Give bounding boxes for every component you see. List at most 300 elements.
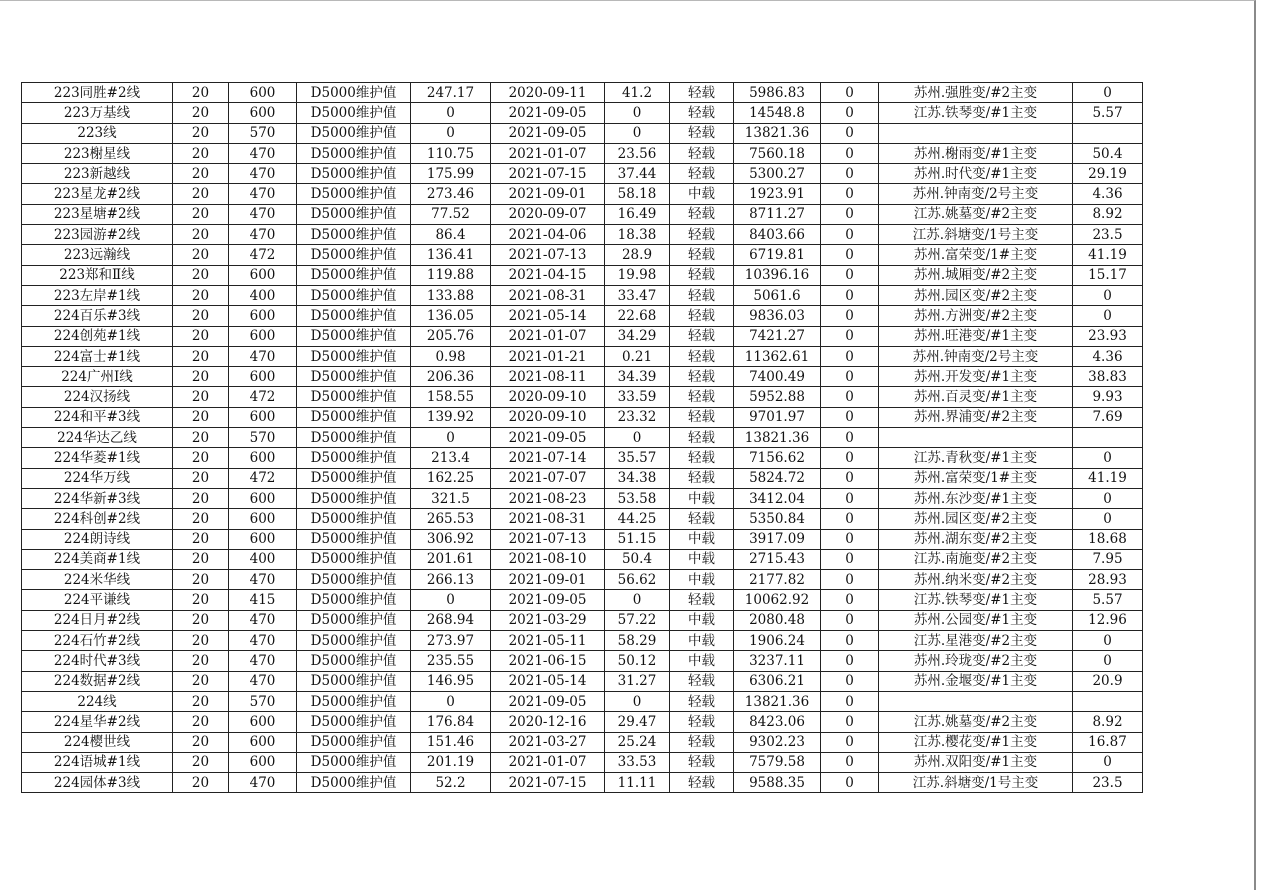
cell-transformer-load[interactable]: 0 xyxy=(1073,306,1143,326)
cell-rated-current[interactable]: 472 xyxy=(229,387,297,407)
cell-overload-count[interactable]: 0 xyxy=(821,671,879,691)
cell-data-source[interactable]: D5000维护值 xyxy=(297,448,411,468)
cell-current-value[interactable]: 0 xyxy=(411,103,491,123)
cell-margin[interactable]: 14548.8 xyxy=(734,103,821,123)
cell-date[interactable]: 2021-09-01 xyxy=(491,570,605,590)
cell-current-value[interactable]: 119.88 xyxy=(411,265,491,285)
cell-data-source[interactable]: D5000维护值 xyxy=(297,225,411,245)
cell-rated-current[interactable]: 400 xyxy=(229,285,297,305)
cell-margin[interactable]: 2177.82 xyxy=(734,570,821,590)
cell-rated-current[interactable]: 600 xyxy=(229,367,297,387)
cell-current-value[interactable]: 247.17 xyxy=(411,83,491,103)
cell-transformer[interactable]: 苏州.钟南变/2号主变 xyxy=(879,346,1073,366)
cell-load-status[interactable]: 轻载 xyxy=(670,387,734,407)
cell-rated-current[interactable]: 600 xyxy=(229,529,297,549)
cell-current-value[interactable]: 273.97 xyxy=(411,631,491,651)
cell-date[interactable]: 2021-01-07 xyxy=(491,752,605,772)
cell-rated-current[interactable]: 600 xyxy=(229,732,297,752)
cell-current-value[interactable]: 0 xyxy=(411,428,491,448)
cell-transformer-load[interactable]: 5.57 xyxy=(1073,590,1143,610)
cell-load-status[interactable]: 轻载 xyxy=(670,346,734,366)
cell-transformer-load[interactable] xyxy=(1073,123,1143,143)
cell-date[interactable]: 2021-07-14 xyxy=(491,448,605,468)
cell-current-value[interactable]: 139.92 xyxy=(411,407,491,427)
cell-load-status[interactable]: 轻载 xyxy=(670,468,734,488)
cell-load-status[interactable]: 轻载 xyxy=(670,103,734,123)
cell-overload-count[interactable]: 0 xyxy=(821,651,879,671)
cell-data-source[interactable]: D5000维护值 xyxy=(297,610,411,630)
cell-rated-current[interactable]: 472 xyxy=(229,468,297,488)
cell-rated-current[interactable]: 400 xyxy=(229,549,297,569)
cell-line-name[interactable]: 223左岸#1线 xyxy=(22,285,173,305)
cell-overload-count[interactable]: 0 xyxy=(821,367,879,387)
cell-current-value[interactable]: 0 xyxy=(411,691,491,711)
cell-load-status[interactable]: 轻载 xyxy=(670,306,734,326)
cell-line-name[interactable]: 223新越线 xyxy=(22,164,173,184)
cell-transformer-load[interactable]: 29.19 xyxy=(1073,164,1143,184)
cell-load-status[interactable]: 轻载 xyxy=(670,509,734,529)
cell-load-status[interactable]: 轻载 xyxy=(670,204,734,224)
cell-current-value[interactable]: 136.05 xyxy=(411,306,491,326)
cell-load-status[interactable]: 轻载 xyxy=(670,83,734,103)
cell-voltage[interactable]: 20 xyxy=(173,488,229,508)
cell-voltage[interactable]: 20 xyxy=(173,712,229,732)
cell-margin[interactable]: 13821.36 xyxy=(734,691,821,711)
cell-line-name[interactable]: 224米华线 xyxy=(22,570,173,590)
cell-transformer[interactable]: 苏州.湖东变/#2主变 xyxy=(879,529,1073,549)
cell-rated-current[interactable]: 470 xyxy=(229,225,297,245)
cell-data-source[interactable]: D5000维护值 xyxy=(297,549,411,569)
cell-data-source[interactable]: D5000维护值 xyxy=(297,773,411,793)
cell-load-status[interactable]: 轻载 xyxy=(670,691,734,711)
cell-data-source[interactable]: D5000维护值 xyxy=(297,143,411,163)
cell-load-rate[interactable]: 18.38 xyxy=(605,225,670,245)
cell-load-rate[interactable]: 23.32 xyxy=(605,407,670,427)
cell-margin[interactable]: 5061.6 xyxy=(734,285,821,305)
cell-data-source[interactable]: D5000维护值 xyxy=(297,691,411,711)
cell-transformer[interactable]: 苏州.富荣变/1#主变 xyxy=(879,245,1073,265)
cell-transformer-load[interactable]: 8.92 xyxy=(1073,204,1143,224)
cell-transformer-load[interactable] xyxy=(1073,691,1143,711)
cell-transformer[interactable]: 苏州.东沙变/#1主变 xyxy=(879,488,1073,508)
cell-load-rate[interactable]: 41.2 xyxy=(605,83,670,103)
cell-voltage[interactable]: 20 xyxy=(173,428,229,448)
cell-margin[interactable]: 8423.06 xyxy=(734,712,821,732)
cell-load-rate[interactable]: 35.57 xyxy=(605,448,670,468)
cell-transformer-load[interactable]: 0 xyxy=(1073,83,1143,103)
cell-transformer-load[interactable]: 7.69 xyxy=(1073,407,1143,427)
cell-load-rate[interactable]: 53.58 xyxy=(605,488,670,508)
cell-data-source[interactable]: D5000维护值 xyxy=(297,631,411,651)
cell-rated-current[interactable]: 600 xyxy=(229,509,297,529)
cell-data-source[interactable]: D5000维护值 xyxy=(297,387,411,407)
cell-margin[interactable]: 7156.62 xyxy=(734,448,821,468)
cell-rated-current[interactable]: 470 xyxy=(229,631,297,651)
cell-margin[interactable]: 7421.27 xyxy=(734,326,821,346)
cell-margin[interactable]: 9302.23 xyxy=(734,732,821,752)
cell-load-rate[interactable]: 0 xyxy=(605,590,670,610)
cell-load-rate[interactable]: 31.27 xyxy=(605,671,670,691)
cell-margin[interactable]: 10062.92 xyxy=(734,590,821,610)
cell-rated-current[interactable]: 470 xyxy=(229,184,297,204)
cell-date[interactable]: 2021-07-15 xyxy=(491,773,605,793)
cell-voltage[interactable]: 20 xyxy=(173,143,229,163)
cell-load-rate[interactable]: 34.29 xyxy=(605,326,670,346)
cell-rated-current[interactable]: 600 xyxy=(229,712,297,732)
cell-line-name[interactable]: 223星塘#2线 xyxy=(22,204,173,224)
cell-load-status[interactable]: 轻载 xyxy=(670,671,734,691)
cell-load-status[interactable]: 轻载 xyxy=(670,164,734,184)
cell-overload-count[interactable]: 0 xyxy=(821,184,879,204)
cell-rated-current[interactable]: 470 xyxy=(229,610,297,630)
cell-line-name[interactable]: 223郑和Ⅱ线 xyxy=(22,265,173,285)
cell-line-name[interactable]: 224园体#3线 xyxy=(22,773,173,793)
cell-load-status[interactable]: 轻载 xyxy=(670,752,734,772)
cell-line-name[interactable]: 223榭星线 xyxy=(22,143,173,163)
cell-margin[interactable]: 11362.61 xyxy=(734,346,821,366)
cell-line-name[interactable]: 224语城#1线 xyxy=(22,752,173,772)
cell-voltage[interactable]: 20 xyxy=(173,265,229,285)
cell-transformer-load[interactable]: 0 xyxy=(1073,651,1143,671)
cell-margin[interactable]: 7579.58 xyxy=(734,752,821,772)
cell-rated-current[interactable]: 600 xyxy=(229,83,297,103)
cell-current-value[interactable]: 201.61 xyxy=(411,549,491,569)
cell-date[interactable]: 2021-04-06 xyxy=(491,225,605,245)
cell-date[interactable]: 2021-03-27 xyxy=(491,732,605,752)
cell-load-rate[interactable]: 33.47 xyxy=(605,285,670,305)
cell-current-value[interactable]: 201.19 xyxy=(411,752,491,772)
cell-data-source[interactable]: D5000维护值 xyxy=(297,346,411,366)
cell-overload-count[interactable]: 0 xyxy=(821,346,879,366)
cell-rated-current[interactable]: 470 xyxy=(229,204,297,224)
cell-current-value[interactable]: 0.98 xyxy=(411,346,491,366)
cell-voltage[interactable]: 20 xyxy=(173,691,229,711)
cell-voltage[interactable]: 20 xyxy=(173,164,229,184)
cell-transformer-load[interactable]: 12.96 xyxy=(1073,610,1143,630)
cell-date[interactable]: 2021-01-21 xyxy=(491,346,605,366)
cell-voltage[interactable]: 20 xyxy=(173,83,229,103)
cell-data-source[interactable]: D5000维护值 xyxy=(297,732,411,752)
cell-overload-count[interactable]: 0 xyxy=(821,387,879,407)
cell-margin[interactable]: 9836.03 xyxy=(734,306,821,326)
cell-overload-count[interactable]: 0 xyxy=(821,306,879,326)
cell-line-name[interactable]: 223星龙#2线 xyxy=(22,184,173,204)
cell-load-rate[interactable]: 25.24 xyxy=(605,732,670,752)
cell-transformer-load[interactable]: 50.4 xyxy=(1073,143,1143,163)
cell-load-status[interactable]: 中载 xyxy=(670,631,734,651)
cell-data-source[interactable]: D5000维护值 xyxy=(297,367,411,387)
cell-transformer[interactable]: 苏州.界浦变/#2主变 xyxy=(879,407,1073,427)
cell-line-name[interactable]: 224朗诗线 xyxy=(22,529,173,549)
cell-rated-current[interactable]: 470 xyxy=(229,651,297,671)
cell-overload-count[interactable]: 0 xyxy=(821,164,879,184)
cell-transformer[interactable]: 江苏.青秋变/#1主变 xyxy=(879,448,1073,468)
cell-current-value[interactable]: 306.92 xyxy=(411,529,491,549)
cell-transformer[interactable]: 苏州.城厢变/#2主变 xyxy=(879,265,1073,285)
cell-transformer-load[interactable]: 8.92 xyxy=(1073,712,1143,732)
cell-overload-count[interactable]: 0 xyxy=(821,428,879,448)
cell-load-status[interactable]: 轻载 xyxy=(670,448,734,468)
cell-transformer[interactable]: 苏州.富荣变/1#主变 xyxy=(879,468,1073,488)
cell-date[interactable]: 2021-08-31 xyxy=(491,285,605,305)
cell-rated-current[interactable]: 570 xyxy=(229,123,297,143)
cell-date[interactable]: 2021-05-14 xyxy=(491,671,605,691)
cell-margin[interactable]: 3237.11 xyxy=(734,651,821,671)
cell-transformer[interactable]: 苏州.园区变/#2主变 xyxy=(879,509,1073,529)
cell-data-source[interactable]: D5000维护值 xyxy=(297,671,411,691)
cell-current-value[interactable]: 206.36 xyxy=(411,367,491,387)
cell-line-name[interactable]: 224富士#1线 xyxy=(22,346,173,366)
cell-overload-count[interactable]: 0 xyxy=(821,83,879,103)
cell-transformer-load[interactable]: 9.93 xyxy=(1073,387,1143,407)
cell-current-value[interactable]: 273.46 xyxy=(411,184,491,204)
cell-margin[interactable]: 9588.35 xyxy=(734,773,821,793)
cell-voltage[interactable]: 20 xyxy=(173,570,229,590)
cell-transformer[interactable] xyxy=(879,123,1073,143)
cell-load-status[interactable]: 中载 xyxy=(670,570,734,590)
cell-margin[interactable]: 7400.49 xyxy=(734,367,821,387)
cell-margin[interactable]: 2715.43 xyxy=(734,549,821,569)
cell-line-name[interactable]: 224美商#1线 xyxy=(22,549,173,569)
cell-load-rate[interactable]: 23.56 xyxy=(605,143,670,163)
cell-line-name[interactable]: 224汉扬线 xyxy=(22,387,173,407)
cell-transformer[interactable]: 江苏.姚墓变/#2主变 xyxy=(879,204,1073,224)
cell-load-status[interactable]: 轻载 xyxy=(670,367,734,387)
cell-date[interactable]: 2021-08-23 xyxy=(491,488,605,508)
cell-margin[interactable]: 8711.27 xyxy=(734,204,821,224)
cell-overload-count[interactable]: 0 xyxy=(821,225,879,245)
cell-date[interactable]: 2021-05-11 xyxy=(491,631,605,651)
cell-line-name[interactable]: 224科创#2线 xyxy=(22,509,173,529)
cell-data-source[interactable]: D5000维护值 xyxy=(297,407,411,427)
cell-load-rate[interactable]: 16.49 xyxy=(605,204,670,224)
cell-date[interactable]: 2021-07-13 xyxy=(491,245,605,265)
cell-data-source[interactable]: D5000维护值 xyxy=(297,752,411,772)
cell-transformer-load[interactable]: 0 xyxy=(1073,509,1143,529)
cell-line-name[interactable]: 224星华#2线 xyxy=(22,712,173,732)
cell-transformer[interactable]: 苏州.旺港变/#1主变 xyxy=(879,326,1073,346)
cell-voltage[interactable]: 20 xyxy=(173,367,229,387)
cell-overload-count[interactable]: 0 xyxy=(821,509,879,529)
cell-margin[interactable]: 3917.09 xyxy=(734,529,821,549)
cell-load-status[interactable]: 轻载 xyxy=(670,326,734,346)
cell-date[interactable]: 2021-07-15 xyxy=(491,164,605,184)
cell-data-source[interactable]: D5000维护值 xyxy=(297,428,411,448)
cell-data-source[interactable]: D5000维护值 xyxy=(297,306,411,326)
cell-date[interactable]: 2020-09-11 xyxy=(491,83,605,103)
cell-margin[interactable]: 7560.18 xyxy=(734,143,821,163)
cell-load-status[interactable]: 轻载 xyxy=(670,732,734,752)
cell-overload-count[interactable]: 0 xyxy=(821,468,879,488)
cell-transformer-load[interactable]: 4.36 xyxy=(1073,184,1143,204)
cell-rated-current[interactable]: 600 xyxy=(229,448,297,468)
cell-transformer[interactable]: 江苏.星港变/#2主变 xyxy=(879,631,1073,651)
cell-overload-count[interactable]: 0 xyxy=(821,712,879,732)
cell-transformer[interactable] xyxy=(879,691,1073,711)
cell-transformer-load[interactable]: 18.68 xyxy=(1073,529,1143,549)
cell-voltage[interactable]: 20 xyxy=(173,631,229,651)
cell-current-value[interactable]: 136.41 xyxy=(411,245,491,265)
cell-current-value[interactable]: 52.2 xyxy=(411,773,491,793)
cell-voltage[interactable]: 20 xyxy=(173,590,229,610)
cell-margin[interactable]: 10396.16 xyxy=(734,265,821,285)
cell-overload-count[interactable]: 0 xyxy=(821,407,879,427)
cell-data-source[interactable]: D5000维护值 xyxy=(297,265,411,285)
cell-current-value[interactable]: 268.94 xyxy=(411,610,491,630)
cell-rated-current[interactable]: 600 xyxy=(229,488,297,508)
cell-transformer[interactable]: 苏州.园区变/#2主变 xyxy=(879,285,1073,305)
cell-load-rate[interactable]: 28.9 xyxy=(605,245,670,265)
cell-load-rate[interactable]: 44.25 xyxy=(605,509,670,529)
cell-data-source[interactable]: D5000维护值 xyxy=(297,509,411,529)
cell-current-value[interactable]: 266.13 xyxy=(411,570,491,590)
cell-margin[interactable]: 6306.21 xyxy=(734,671,821,691)
cell-load-rate[interactable]: 58.18 xyxy=(605,184,670,204)
cell-line-name[interactable]: 224华新#3线 xyxy=(22,488,173,508)
cell-load-rate[interactable]: 0 xyxy=(605,691,670,711)
cell-load-rate[interactable]: 33.59 xyxy=(605,387,670,407)
cell-voltage[interactable]: 20 xyxy=(173,671,229,691)
cell-margin[interactable]: 13821.36 xyxy=(734,428,821,448)
cell-current-value[interactable]: 86.4 xyxy=(411,225,491,245)
cell-current-value[interactable]: 77.52 xyxy=(411,204,491,224)
cell-load-rate[interactable]: 37.44 xyxy=(605,164,670,184)
cell-transformer-load[interactable]: 7.95 xyxy=(1073,549,1143,569)
cell-current-value[interactable]: 158.55 xyxy=(411,387,491,407)
cell-rated-current[interactable]: 600 xyxy=(229,407,297,427)
cell-voltage[interactable]: 20 xyxy=(173,285,229,305)
cell-overload-count[interactable]: 0 xyxy=(821,143,879,163)
cell-voltage[interactable]: 20 xyxy=(173,448,229,468)
cell-transformer-load[interactable]: 0 xyxy=(1073,752,1143,772)
cell-voltage[interactable]: 20 xyxy=(173,204,229,224)
cell-rated-current[interactable]: 600 xyxy=(229,103,297,123)
cell-load-status[interactable]: 中载 xyxy=(670,610,734,630)
cell-voltage[interactable]: 20 xyxy=(173,387,229,407)
cell-line-name[interactable]: 224数据#2线 xyxy=(22,671,173,691)
cell-transformer[interactable]: 苏州.纳米变/#2主变 xyxy=(879,570,1073,590)
cell-load-rate[interactable]: 22.68 xyxy=(605,306,670,326)
cell-load-status[interactable]: 轻载 xyxy=(670,225,734,245)
cell-voltage[interactable]: 20 xyxy=(173,529,229,549)
cell-date[interactable]: 2020-12-16 xyxy=(491,712,605,732)
cell-current-value[interactable]: 110.75 xyxy=(411,143,491,163)
cell-line-name[interactable]: 224时代#3线 xyxy=(22,651,173,671)
cell-transformer[interactable]: 江苏.姚墓变/#2主变 xyxy=(879,712,1073,732)
cell-transformer-load[interactable]: 23.5 xyxy=(1073,773,1143,793)
cell-data-source[interactable]: D5000维护值 xyxy=(297,529,411,549)
cell-rated-current[interactable]: 570 xyxy=(229,691,297,711)
cell-line-name[interactable]: 224华万线 xyxy=(22,468,173,488)
cell-overload-count[interactable]: 0 xyxy=(821,773,879,793)
cell-date[interactable]: 2021-09-01 xyxy=(491,184,605,204)
cell-transformer-load[interactable]: 38.83 xyxy=(1073,367,1143,387)
cell-load-status[interactable]: 中载 xyxy=(670,651,734,671)
cell-rated-current[interactable]: 415 xyxy=(229,590,297,610)
cell-line-name[interactable]: 224华达乙线 xyxy=(22,428,173,448)
cell-line-name[interactable]: 224和平#3线 xyxy=(22,407,173,427)
cell-load-status[interactable]: 轻载 xyxy=(670,265,734,285)
cell-overload-count[interactable]: 0 xyxy=(821,732,879,752)
cell-data-source[interactable]: D5000维护值 xyxy=(297,651,411,671)
cell-data-source[interactable]: D5000维护值 xyxy=(297,488,411,508)
cell-data-source[interactable]: D5000维护值 xyxy=(297,285,411,305)
cell-current-value[interactable]: 205.76 xyxy=(411,326,491,346)
cell-rated-current[interactable]: 470 xyxy=(229,164,297,184)
cell-load-rate[interactable]: 57.22 xyxy=(605,610,670,630)
cell-load-rate[interactable]: 34.38 xyxy=(605,468,670,488)
cell-overload-count[interactable]: 0 xyxy=(821,245,879,265)
cell-load-status[interactable]: 轻载 xyxy=(670,773,734,793)
cell-transformer-load[interactable]: 4.36 xyxy=(1073,346,1143,366)
cell-date[interactable]: 2021-08-10 xyxy=(491,549,605,569)
cell-date[interactable]: 2020-09-07 xyxy=(491,204,605,224)
cell-line-name[interactable]: 224百乐#3线 xyxy=(22,306,173,326)
cell-transformer-load[interactable]: 23.93 xyxy=(1073,326,1143,346)
cell-margin[interactable]: 13821.36 xyxy=(734,123,821,143)
cell-voltage[interactable]: 20 xyxy=(173,346,229,366)
cell-voltage[interactable]: 20 xyxy=(173,509,229,529)
cell-rated-current[interactable]: 570 xyxy=(229,428,297,448)
cell-date[interactable]: 2021-09-05 xyxy=(491,123,605,143)
cell-margin[interactable]: 1923.91 xyxy=(734,184,821,204)
cell-current-value[interactable]: 133.88 xyxy=(411,285,491,305)
cell-load-rate[interactable]: 29.47 xyxy=(605,712,670,732)
cell-date[interactable]: 2020-09-10 xyxy=(491,387,605,407)
cell-current-value[interactable]: 321.5 xyxy=(411,488,491,508)
cell-line-name[interactable]: 223同胜#2线 xyxy=(22,83,173,103)
cell-margin[interactable]: 5986.83 xyxy=(734,83,821,103)
cell-load-rate[interactable]: 51.15 xyxy=(605,529,670,549)
cell-voltage[interactable]: 20 xyxy=(173,123,229,143)
cell-transformer[interactable]: 江苏.斜塘变/1号主变 xyxy=(879,225,1073,245)
cell-transformer-load[interactable]: 0 xyxy=(1073,285,1143,305)
cell-date[interactable]: 2021-08-31 xyxy=(491,509,605,529)
cell-voltage[interactable]: 20 xyxy=(173,752,229,772)
cell-voltage[interactable]: 20 xyxy=(173,773,229,793)
cell-data-source[interactable]: D5000维护值 xyxy=(297,204,411,224)
cell-overload-count[interactable]: 0 xyxy=(821,285,879,305)
cell-line-name[interactable]: 224石竹#2线 xyxy=(22,631,173,651)
cell-overload-count[interactable]: 0 xyxy=(821,204,879,224)
cell-margin[interactable]: 5300.27 xyxy=(734,164,821,184)
cell-transformer[interactable]: 江苏.斜塘变/1号主变 xyxy=(879,773,1073,793)
cell-date[interactable]: 2021-09-05 xyxy=(491,103,605,123)
cell-transformer[interactable]: 苏州.公园变/#1主变 xyxy=(879,610,1073,630)
cell-margin[interactable]: 2080.48 xyxy=(734,610,821,630)
cell-rated-current[interactable]: 472 xyxy=(229,245,297,265)
cell-load-status[interactable]: 中载 xyxy=(670,529,734,549)
cell-data-source[interactable]: D5000维护值 xyxy=(297,326,411,346)
cell-transformer[interactable]: 江苏.铁琴变/#1主变 xyxy=(879,590,1073,610)
cell-date[interactable]: 2021-03-29 xyxy=(491,610,605,630)
cell-load-status[interactable]: 中载 xyxy=(670,549,734,569)
cell-current-value[interactable]: 162.25 xyxy=(411,468,491,488)
cell-transformer-load[interactable]: 5.57 xyxy=(1073,103,1143,123)
cell-date[interactable]: 2021-08-11 xyxy=(491,367,605,387)
cell-line-name[interactable]: 223园游#2线 xyxy=(22,225,173,245)
cell-line-name[interactable]: 224线 xyxy=(22,691,173,711)
cell-transformer[interactable]: 苏州.双阳变/#1主变 xyxy=(879,752,1073,772)
cell-transformer[interactable]: 江苏.樱花变/#1主变 xyxy=(879,732,1073,752)
cell-current-value[interactable]: 0 xyxy=(411,123,491,143)
cell-data-source[interactable]: D5000维护值 xyxy=(297,468,411,488)
cell-load-rate[interactable]: 58.29 xyxy=(605,631,670,651)
cell-overload-count[interactable]: 0 xyxy=(821,265,879,285)
cell-line-name[interactable]: 223万基线 xyxy=(22,103,173,123)
cell-margin[interactable]: 6719.81 xyxy=(734,245,821,265)
cell-transformer[interactable]: 江苏.铁琴变/#1主变 xyxy=(879,103,1073,123)
